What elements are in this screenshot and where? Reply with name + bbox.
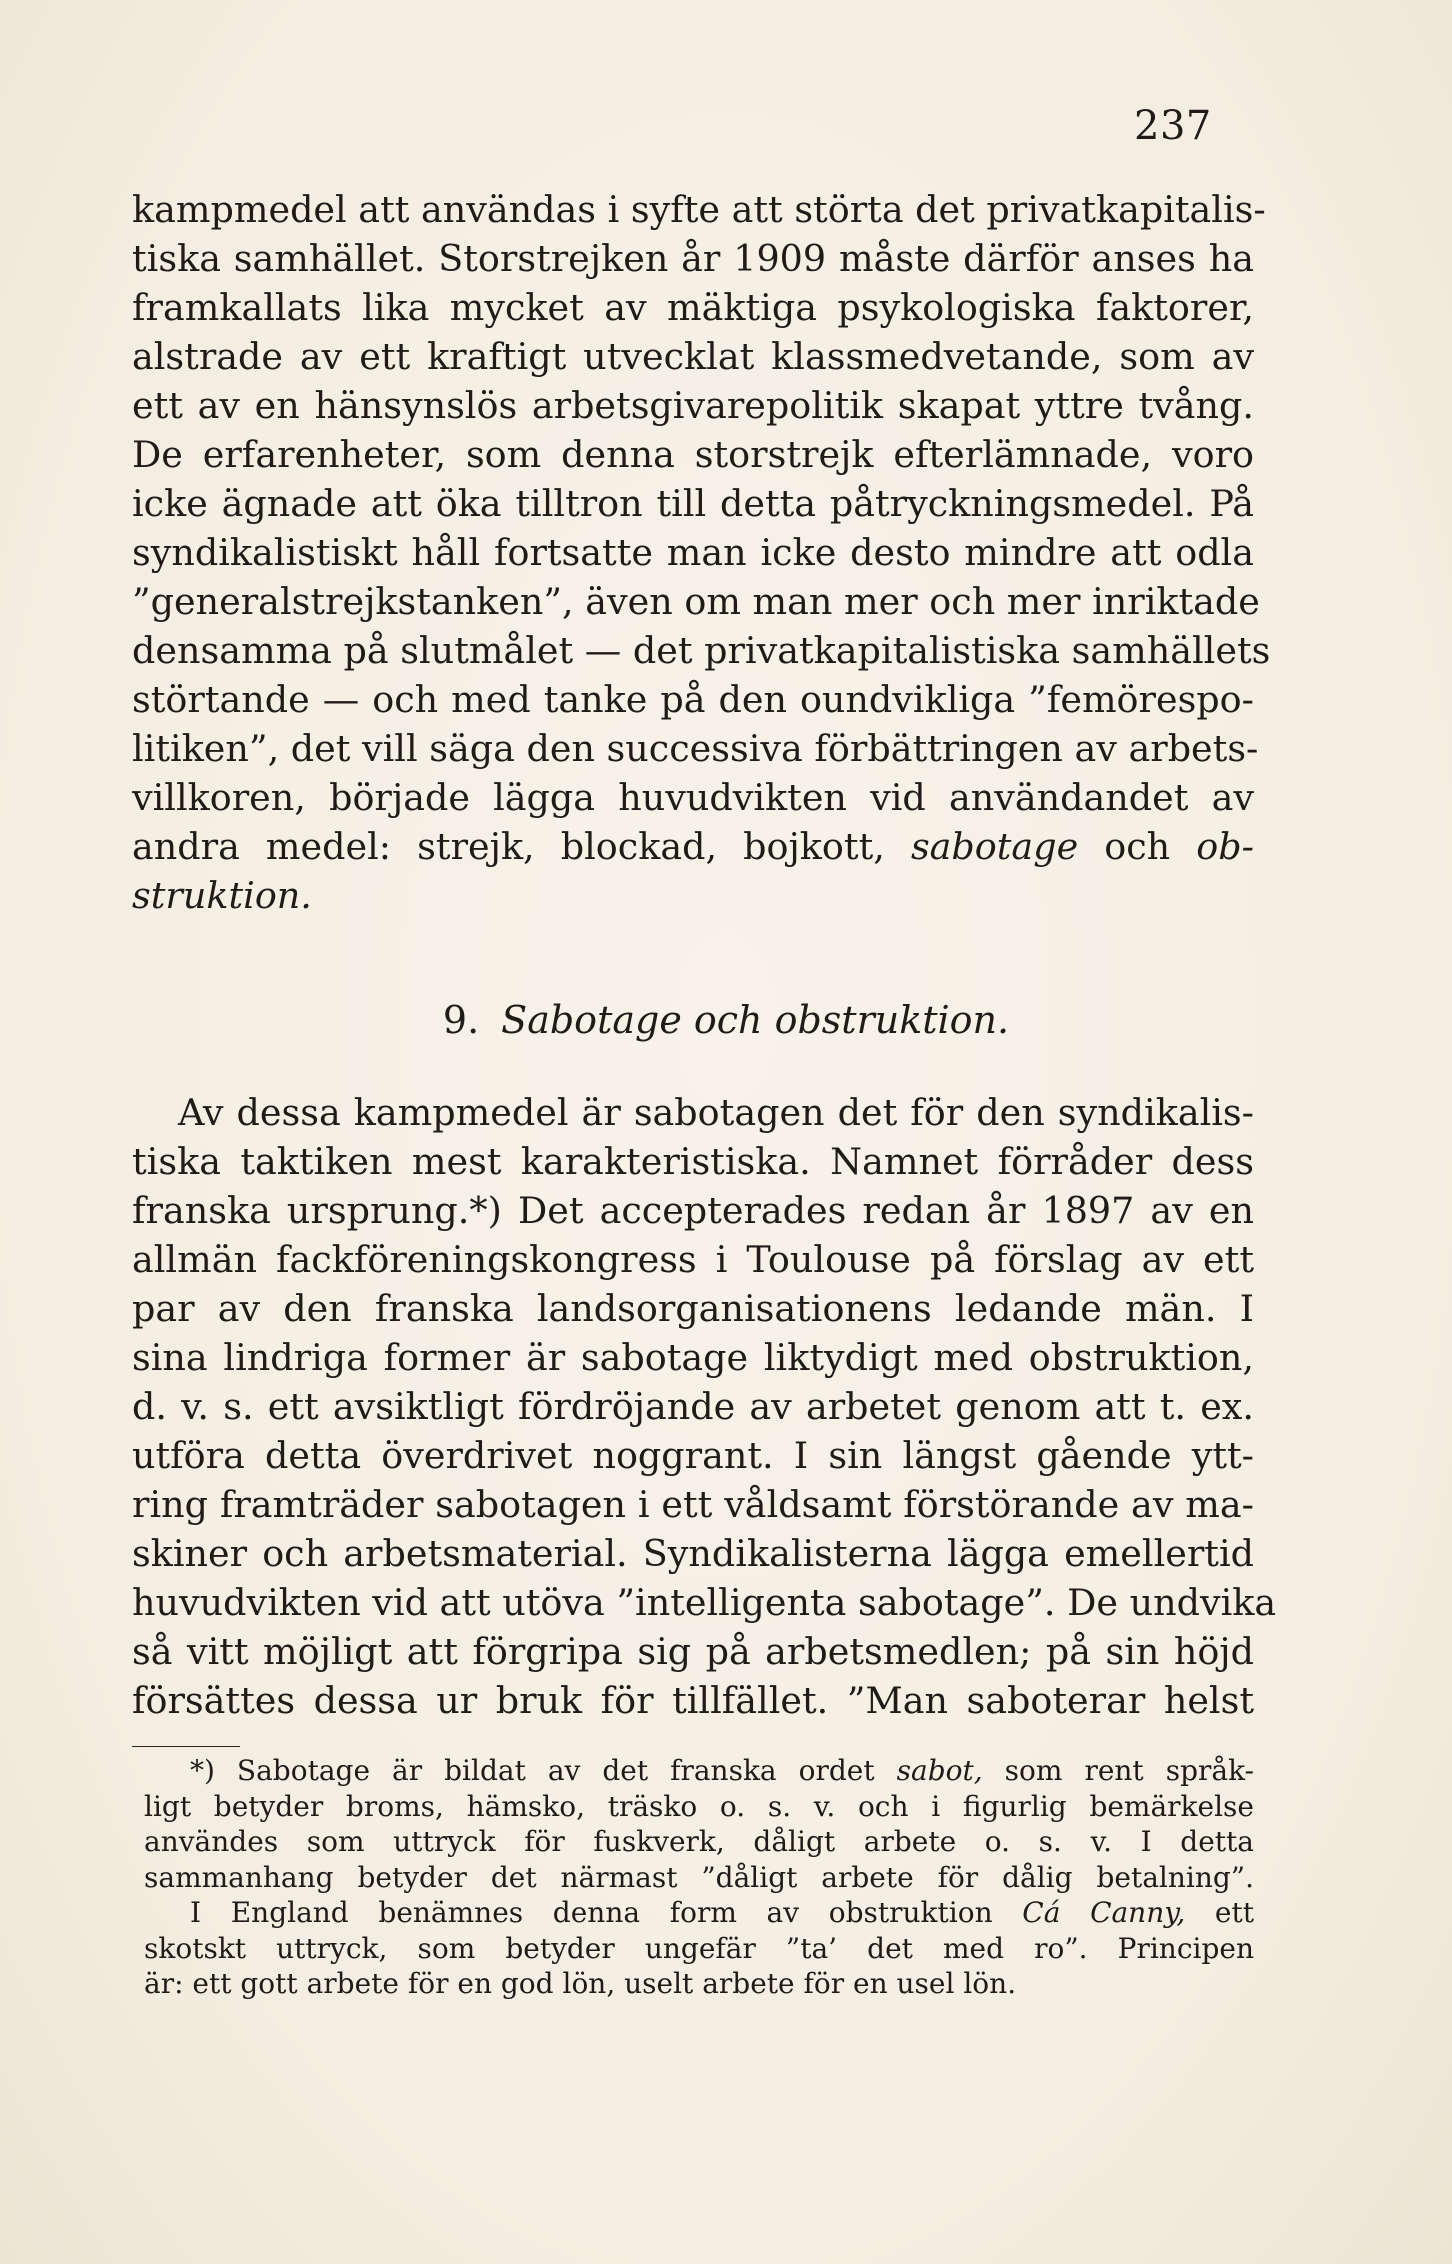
text-line: tiska taktiken mest karakteristiska. Namnet förråder dess — [132, 1140, 1254, 1183]
text-line: De erfarenheter, som denna storstrejk efterlämnade, voro — [132, 433, 1254, 476]
section-number: 9. — [442, 998, 480, 1042]
text-segment: I England benämnes denna form av obstruktion — [190, 1896, 993, 1929]
footnote-divider — [132, 1746, 240, 1747]
text-line: densamma på slutmålet — det privatkapitalistiska samhällets — [132, 629, 1271, 672]
section-title: Sabotage och obstruktion. — [501, 998, 1010, 1042]
text-line: utföra detta överdrivet noggrant. I sin längst gående ytt- — [132, 1434, 1254, 1477]
paragraph-1 — [132, 185, 1271, 920]
footnote-line — [144, 1753, 1254, 1789]
text-line: alstrade av ett kraftigt utvecklat klassmedvetande, som av — [132, 335, 1254, 378]
text-line: skiner och arbetsmaterial. Syndikalisterna lägga emellertid — [132, 1532, 1254, 1575]
text-segment: ett — [1214, 1896, 1254, 1929]
text-line: tiska samhället. Storstrejken år 1909 måste därför anses ha — [132, 237, 1254, 280]
text-line: ”generalstrejkstanken”, även om man mer och mer inriktade — [132, 580, 1260, 623]
text-line: litiken”, det vill säga den successiva förbättringen av arbets- — [132, 727, 1259, 770]
italic-term: sabot, — [896, 1754, 983, 1787]
paragraph-2 — [132, 1088, 1277, 1725]
footnote-line — [144, 1895, 1254, 1931]
text-line — [132, 871, 1254, 920]
text-segment: *) Sabotage är bildat av det franska ordet — [190, 1754, 875, 1787]
text-line: ett av en hänsynslös arbetsgivarepolitik skapat yttre tvång. — [132, 384, 1254, 427]
text-line: icke ägnade att öka tilltron till detta påtryckningsmedel. På — [132, 482, 1254, 525]
footnote-line: skotskt uttryck, som betyder ungefär ”ta’ det med ro”. Principen — [144, 1931, 1254, 1965]
footnote-line: användes som uttryck för fuskverk, dåligt arbete o. s. v. I detta — [144, 1825, 1254, 1858]
text-line: villkoren, började lägga huvudvikten vid användandet av — [132, 776, 1254, 819]
text-line: störtande — och med tanke på den oundvikliga ”femörespo- — [132, 678, 1254, 721]
text-line: sina lindriga former är sabotage liktydigt med obstruktion, — [132, 1336, 1254, 1379]
footnote-line: ligt betyder broms, hämsko, träsko o. s. v. och i figurlig bemärkelse — [144, 1789, 1254, 1823]
page-number: 237 — [1134, 103, 1212, 149]
text-line: d. v. s. ett avsiktligt fördröjande av arbetet genom att t. ex. — [132, 1385, 1254, 1428]
italic-term: struktion. — [132, 874, 312, 917]
text-line: försättes dessa ur bruk för tillfället. ”Man saboterar helst — [132, 1679, 1254, 1722]
text-line: huvudvikten vid att utöva ”intelligenta sabotage”. De undvika — [132, 1581, 1277, 1624]
text-segment: och — [1104, 825, 1171, 868]
text-line: ring framträder sabotagen i ett våldsamt förstörande av ma- — [132, 1483, 1254, 1526]
italic-term: ob- — [1196, 825, 1254, 868]
text-line: franska ursprung.*) Det accepterades redan år 1897 av en — [132, 1189, 1254, 1232]
footnote — [144, 1753, 1254, 2002]
text-line: Av dessa kampmedel är sabotagen det för den syndikalis- — [178, 1091, 1254, 1134]
text-line: par av den franska landsorganisationens ledande män. I — [132, 1287, 1254, 1330]
text-line: så vitt möjligt att förgripa sig på arbetsmedlen; på sin höjd — [132, 1630, 1254, 1673]
italic-term: sabotage — [910, 825, 1079, 868]
text-segment: som rent språk- — [1004, 1754, 1254, 1787]
text-segment: andra medel: strejk, blockad, bojkott, — [132, 825, 885, 868]
text-line: allmän fackföreningskongress i Toulouse på förslag av ett — [132, 1238, 1254, 1281]
text-line: kampmedel att användas i syfte att störta det privatkapitalis- — [132, 188, 1266, 231]
footnote-line: är: ett gott arbete för en god lön, uselt arbete för en usel lön. — [144, 1967, 1017, 2000]
text-line: framkallats lika mycket av mäktiga psykologiska faktorer, — [132, 286, 1254, 329]
italic-term: Cá Canny, — [1022, 1896, 1186, 1929]
text-line — [132, 822, 1254, 871]
section-heading — [0, 995, 1452, 1045]
text-line: syndikalistiskt håll fortsatte man icke desto mindre att odla — [132, 531, 1254, 574]
footnote-line: sammanhang betyder det närmast ”dåligt arbete för dålig betalning”. — [144, 1860, 1254, 1894]
